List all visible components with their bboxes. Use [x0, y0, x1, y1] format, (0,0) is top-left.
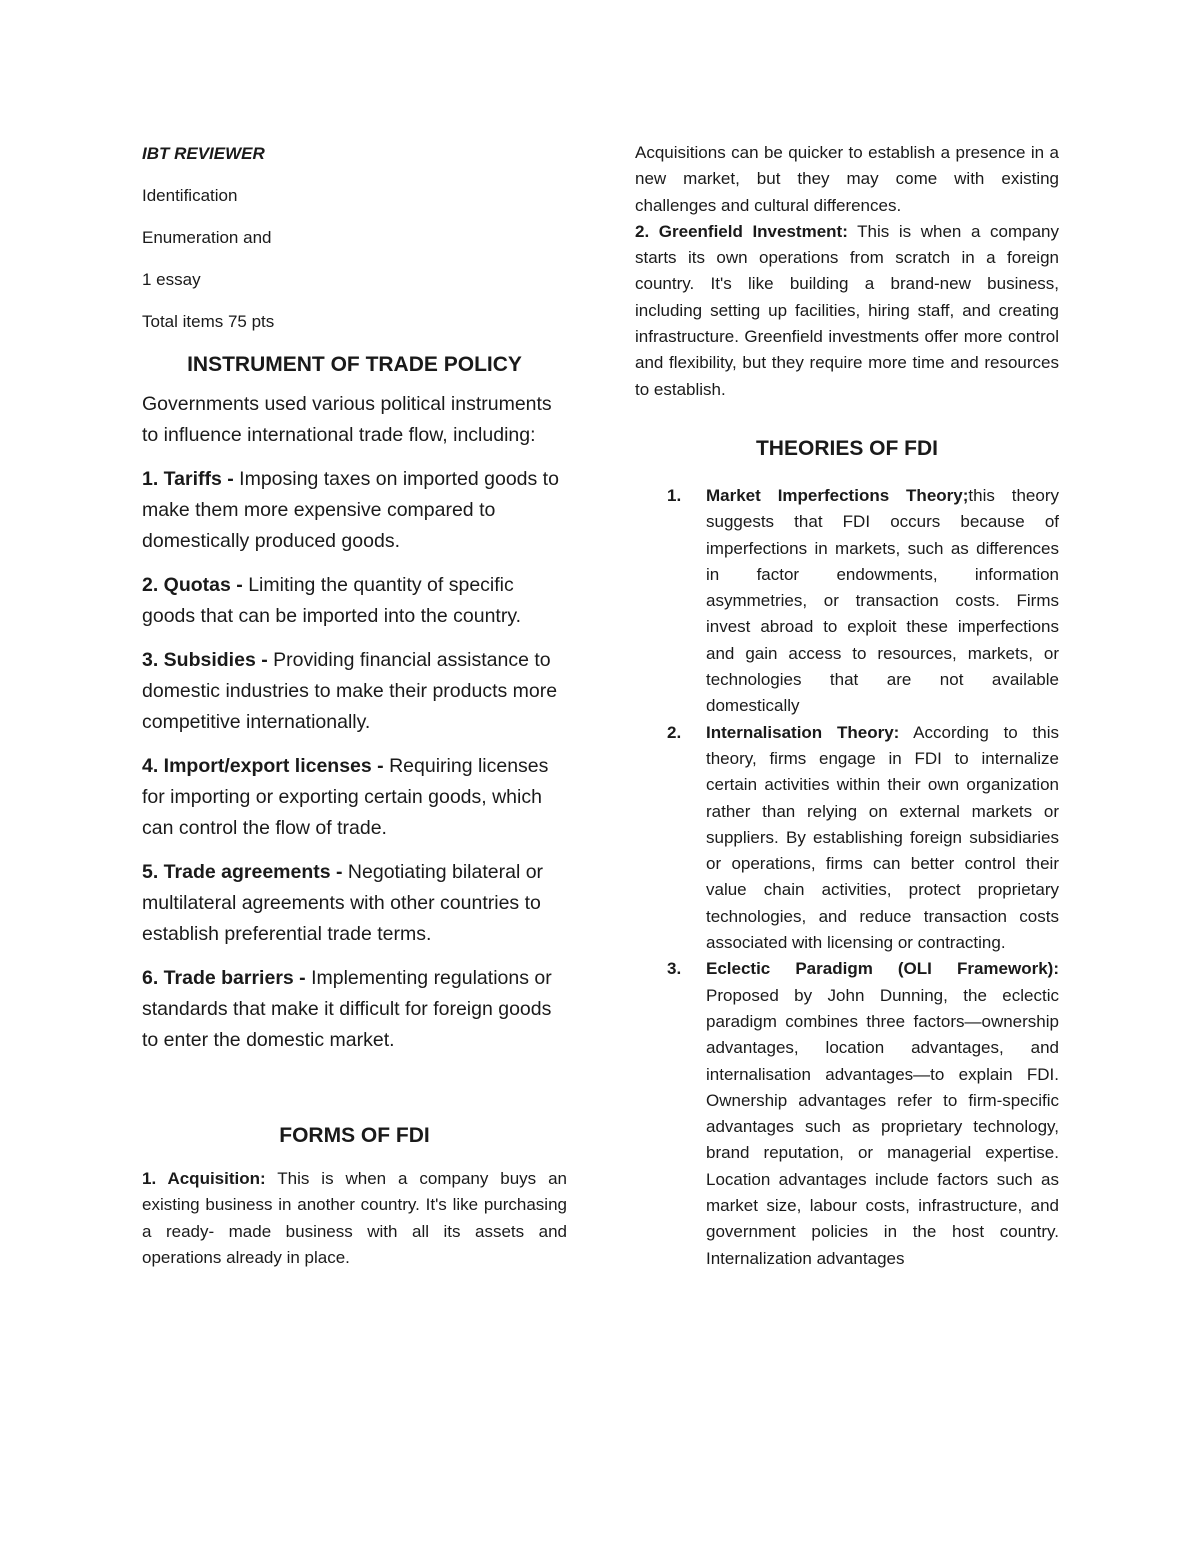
theories-list — [635, 483, 1059, 1272]
theory-item — [635, 720, 1059, 957]
acquisition-paragraph — [142, 1166, 567, 1271]
instrument-item — [142, 645, 567, 738]
instrument-term: 4. Import/export licenses - — [142, 755, 384, 777]
greenfield-paragraph — [635, 219, 1059, 403]
acquisition-term: 1. Acquisition: — [142, 1169, 266, 1188]
theory-term: Market Imperfections Theory; — [706, 485, 969, 505]
instrument-term: 5. Trade agreements - — [142, 861, 343, 883]
theory-number: 3. — [667, 959, 682, 979]
greenfield-term: 2. Greenfield Investment: — [635, 221, 848, 241]
instrument-desc: Providing financial assistance to domestic industries to make their products more competitive internationally. — [142, 649, 558, 733]
instrument-desc: Implementing regulations or standards that make it difficult for foreign goods to enter the domestic market. — [142, 967, 552, 1051]
right-column — [635, 140, 1059, 1272]
instrument-item — [142, 751, 567, 844]
instrument-term: 1. Tariffs - — [142, 468, 234, 490]
acquisition-text: This is when a company buys an existing business in another country. It's like purchasing a ready- made business with all its assets and operations already in place. — [142, 1169, 567, 1267]
theory-desc: this theory suggests that FDI occurs because of imperfections in markets, such as differences in factor endowments, information asymmetries, or transaction costs. Firms invest abroad to exploit these imperfections and gain access to resources, markets, or technologies that are not available domestically — [706, 485, 1059, 716]
instrument-item — [142, 464, 567, 557]
instrument-desc: Imposing taxes on imported goods to make them more expensive compared to domestically produced goods. — [142, 468, 559, 552]
theory-number: 2. — [667, 722, 682, 742]
forms-heading: FORMS OF FDI — [279, 1124, 430, 1147]
theory-item — [635, 483, 1059, 720]
theory-desc: Proposed by John Dunning, the eclectic paradigm combines three factors—ownership advantages, location advantages, and internalisation advantages—to explain FDI. Ownership advantages refer to firm-specific advantages such as proprietary technology, brand reputation, or managerial expertise. Location advantages include factors such as market size, labour costs, infrastructure, and government policies in the host country. Internalization advantages — [706, 985, 1059, 1268]
theory-term: Internalisation Theory: — [706, 722, 900, 742]
instrument-term: 3. Subsidies - — [142, 649, 268, 671]
instrument-item — [142, 963, 567, 1056]
instrument-desc: Negotiating bilateral or multilateral agreements with other countries to establish preferential trade terms. — [142, 861, 544, 945]
instrument-item — [142, 857, 567, 950]
instrument-desc: Limiting the quantity of specific goods that can be imported into the country. — [142, 574, 522, 627]
left-column — [142, 140, 567, 1271]
meta-line-identification: Identification — [142, 186, 238, 205]
theory-desc: According to this theory, firms engage in FDI to internalize certain activities within their own organization rather than relying on external markets or suppliers. By establishing foreign subsidiaries or operations, firms can better control their value chain activities, protect proprietary technologies, and reduce transaction costs associated with licensing or contracting. — [706, 722, 1059, 953]
meta-line-total: Total items 75 pts — [142, 312, 275, 331]
instrument-term: 2. Quotas - — [142, 574, 243, 596]
instrument-intro: Governments used various political instruments to influence international trade flow, including: — [142, 393, 552, 446]
meta-line-enumeration: Enumeration and — [142, 228, 272, 247]
acquisition-continued: Acquisitions can be quicker to establish a presence in a new market, but they may come with existing challenges and cultural differences. — [635, 143, 1059, 215]
instrument-term: 6. Trade barriers - — [142, 967, 306, 989]
theory-number: 1. — [667, 485, 682, 505]
theory-item — [635, 956, 1059, 1272]
instrument-heading: INSTRUMENT OF TRADE POLICY — [187, 353, 522, 376]
greenfield-text: This is when a company starts its own operations from scratch in a foreign country. It's like building a brand-new business, including setting up facilities, hiring staff, and creating infrastructure. Greenfield investments offer more control and flexibility, but they require more time and resources to establish. — [635, 221, 1059, 399]
document-title: IBT REVIEWER — [142, 144, 265, 163]
theory-term: Eclectic Paradigm (OLI Framework): — [706, 959, 1059, 979]
instrument-desc: Requiring licenses for importing or exporting certain goods, which can control the flow of trade. — [142, 755, 549, 839]
instrument-item — [142, 570, 567, 632]
meta-line-essay: 1 essay — [142, 270, 201, 289]
theories-heading: THEORIES OF FDI — [755, 436, 938, 460]
